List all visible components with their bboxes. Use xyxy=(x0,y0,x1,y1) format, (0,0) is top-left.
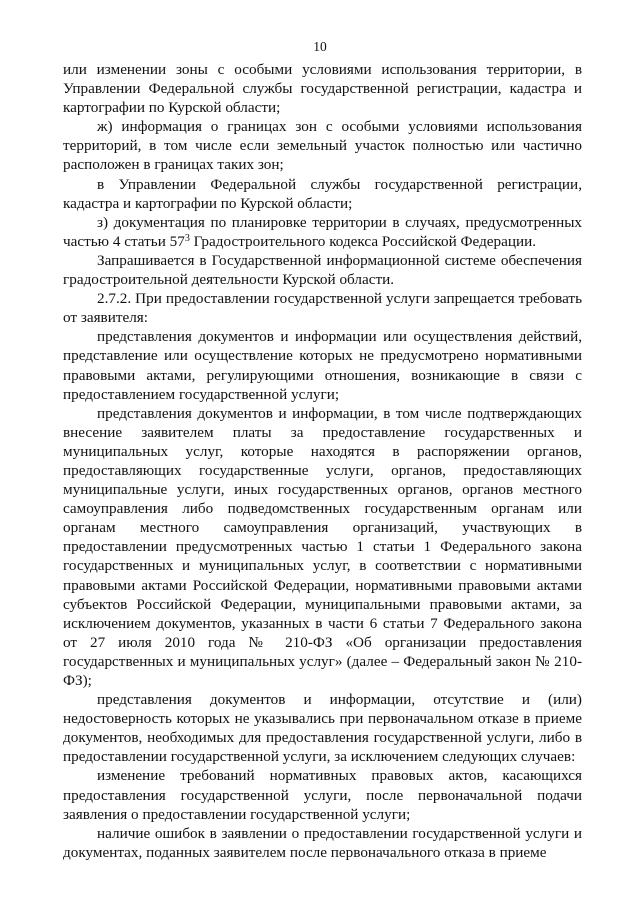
paragraph: представления документов и информации или осуществления действий, представление или осуществление которых не предусмотрено нормативными правовыми актами, регулирующими отношения, возникающие в связи с предоставлением государственной услуги; xyxy=(63,328,582,403)
paragraph-text: з) документация по планировке территории в случаях, предусмотренных частью 4 статьи 57 xyxy=(63,213,582,250)
superscript: 3 xyxy=(184,232,190,244)
paragraph: ж) информация о границах зон с особыми условиями использования территорий, в том числе если земельный участок полностью или частично расположен в границах таких зон; xyxy=(63,118,582,174)
paragraph: 2.7.2. При предоставлении государственной услуги запрещается требовать от заявителя: xyxy=(63,290,582,327)
paragraph xyxy=(63,213,582,251)
paragraph: изменение требований нормативных правовых актов, касающихся предоставления государственной услуги, после первоначальной подачи заявления о предоставлении государственной услуги; xyxy=(63,767,582,823)
paragraph: или изменении зоны с особыми условиями использования территории, в Управлении Федеральной службы государственной регистрации, кадастра и картографии по Курской области; xyxy=(63,61,582,117)
paragraph-text: Градостроительного кодекса Российской Федерации. xyxy=(189,232,537,250)
document-body xyxy=(63,60,582,862)
paragraph: наличие ошибок в заявлении о предоставлении государственной услуги и документах, поданных заявителем после первоначального отказа в приеме xyxy=(63,824,582,861)
paragraph: представления документов и информации, отсутствие и (или) недостоверность которых не указывались при первоначальном отказе в приеме документов, необходимых для предоставления государственной услуги, либо в предоставлении государственной услуги, за исключением следующих случаев: xyxy=(63,691,582,766)
paragraph: в Управлении Федеральной службы государственной регистрации, кадастра и картографии по Курской области; xyxy=(63,175,582,212)
paragraph: представления документов и информации, в том числе подтверждающих внесение заявителем платы за предоставление государственных и муниципальных услуг, которые находятся в распоряжении органов, предоставляющих государственные услуги, органов, предоставляющих муниципальные услуги, иных государственных органов, органов местного самоуправления либо подведомственных государственным органам или органам местного самоуправления организаций, участвующих в предоставлении предусмотренных частью 1 статьи 1 Федерального закона государственных и муниципальных услуг, в соответствии с нормативными правовыми актами Российской Федерации, нормативными правовыми актами субъектов Российской Федерации, муниципальными правовыми актами, за исключением документов, указанных в части 6 статьи 7 Федерального закона от 27 июля 2010 года № 210-ФЗ «Об организации предоставления государственных и муниципальных услуг» (далее – Федеральный закон № 210-ФЗ); xyxy=(63,404,582,689)
page-number: 10 xyxy=(313,39,327,54)
paragraph: Запрашивается в Государственной информационной системе обеспечения градостроительной деятельности Курской области. xyxy=(63,251,582,289)
